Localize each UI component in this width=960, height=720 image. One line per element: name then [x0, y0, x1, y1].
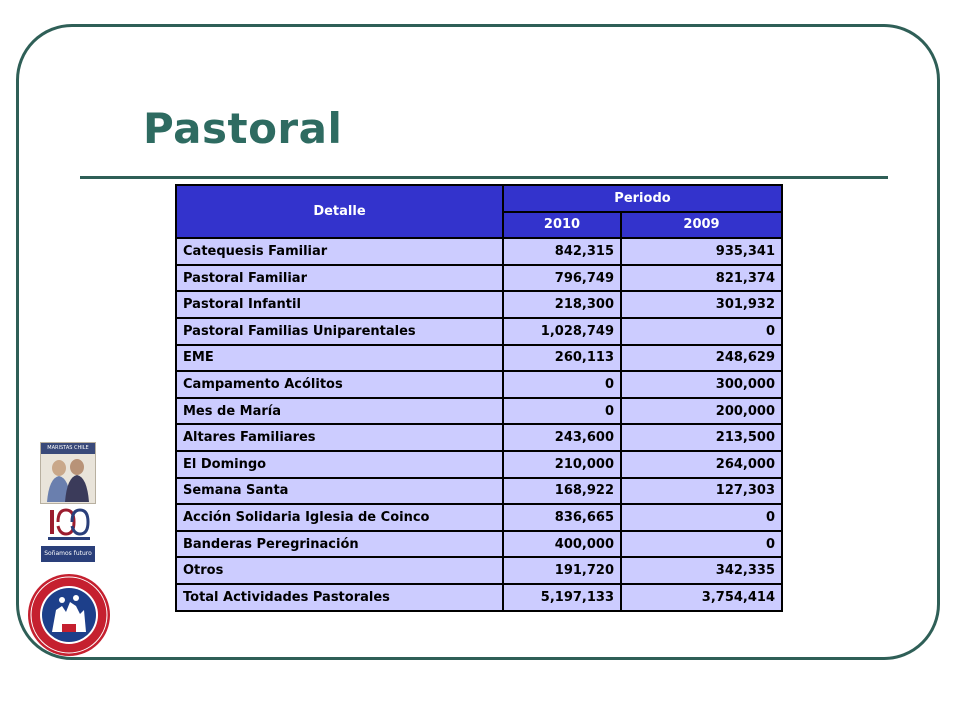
slide-title: Pastoral	[143, 104, 343, 153]
row-value-2010: 400,000	[503, 531, 621, 558]
row-label: Otros	[176, 557, 503, 584]
row-value-2009: 200,000	[621, 398, 782, 425]
header-detalle: Detalle	[176, 185, 503, 238]
row-value-2009: 3,754,414	[621, 584, 782, 611]
table-row	[176, 291, 782, 318]
table-row	[176, 504, 782, 531]
row-value-2010: 218,300	[503, 291, 621, 318]
row-value-2010: 842,315	[503, 238, 621, 265]
row-value-2010: 836,665	[503, 504, 621, 531]
maristas-logo-text: MARISTAS CHILE	[41, 443, 95, 454]
maristas-logo	[40, 442, 96, 504]
row-label: Pastoral Familiar	[176, 265, 503, 292]
row-value-2010: 1,028,749	[503, 318, 621, 345]
table-row	[176, 398, 782, 425]
sonamos-futuro-strip: Soñamos futuro	[41, 546, 95, 562]
row-label: El Domingo	[176, 451, 503, 478]
row-value-2010: 0	[503, 398, 621, 425]
table-row	[176, 424, 782, 451]
row-value-2009: 342,335	[621, 557, 782, 584]
row-value-2009: 0	[621, 531, 782, 558]
row-value-2010: 5,197,133	[503, 584, 621, 611]
table-row	[176, 557, 782, 584]
parents-center-seal-icon	[26, 572, 112, 658]
table-row	[176, 238, 782, 265]
row-label: Total Actividades Pastorales	[176, 584, 503, 611]
maristas-figures-icon	[41, 454, 95, 502]
row-value-2009: 264,000	[621, 451, 782, 478]
row-label: Altares Familiares	[176, 424, 503, 451]
row-value-2009: 300,000	[621, 371, 782, 398]
table-row	[176, 371, 782, 398]
pastoral-table	[175, 184, 783, 612]
centenary-100-logo	[44, 506, 94, 542]
row-label: Semana Santa	[176, 478, 503, 505]
header-year-2009: 2009	[621, 212, 782, 239]
row-label: Pastoral Familias Uniparentales	[176, 318, 503, 345]
row-value-2009: 248,629	[621, 345, 782, 372]
row-label: Pastoral Infantil	[176, 291, 503, 318]
row-value-2010: 168,922	[503, 478, 621, 505]
row-label: Campamento Acólitos	[176, 371, 503, 398]
row-label: EME	[176, 345, 503, 372]
row-label: Acción Solidaria Iglesia de Coinco	[176, 504, 503, 531]
row-value-2009: 821,374	[621, 265, 782, 292]
table-row	[176, 531, 782, 558]
row-value-2009: 213,500	[621, 424, 782, 451]
table-row	[176, 584, 782, 611]
title-divider	[80, 176, 888, 179]
table-row	[176, 451, 782, 478]
row-value-2010: 210,000	[503, 451, 621, 478]
row-value-2009: 935,341	[621, 238, 782, 265]
row-value-2010: 191,720	[503, 557, 621, 584]
row-value-2009: 127,303	[621, 478, 782, 505]
row-label: Catequesis Familiar	[176, 238, 503, 265]
row-value-2010: 796,749	[503, 265, 621, 292]
header-periodo: Periodo	[503, 185, 782, 212]
table-row	[176, 345, 782, 372]
row-value-2009: 0	[621, 504, 782, 531]
header-year-2010: 2010	[503, 212, 621, 239]
row-value-2009: 0	[621, 318, 782, 345]
row-label: Mes de María	[176, 398, 503, 425]
table-row	[176, 478, 782, 505]
row-value-2010: 260,113	[503, 345, 621, 372]
row-label: Banderas Peregrinación	[176, 531, 503, 558]
row-value-2010: 0	[503, 371, 621, 398]
table-row	[176, 318, 782, 345]
row-value-2010: 243,600	[503, 424, 621, 451]
table-row	[176, 265, 782, 292]
row-value-2009: 301,932	[621, 291, 782, 318]
